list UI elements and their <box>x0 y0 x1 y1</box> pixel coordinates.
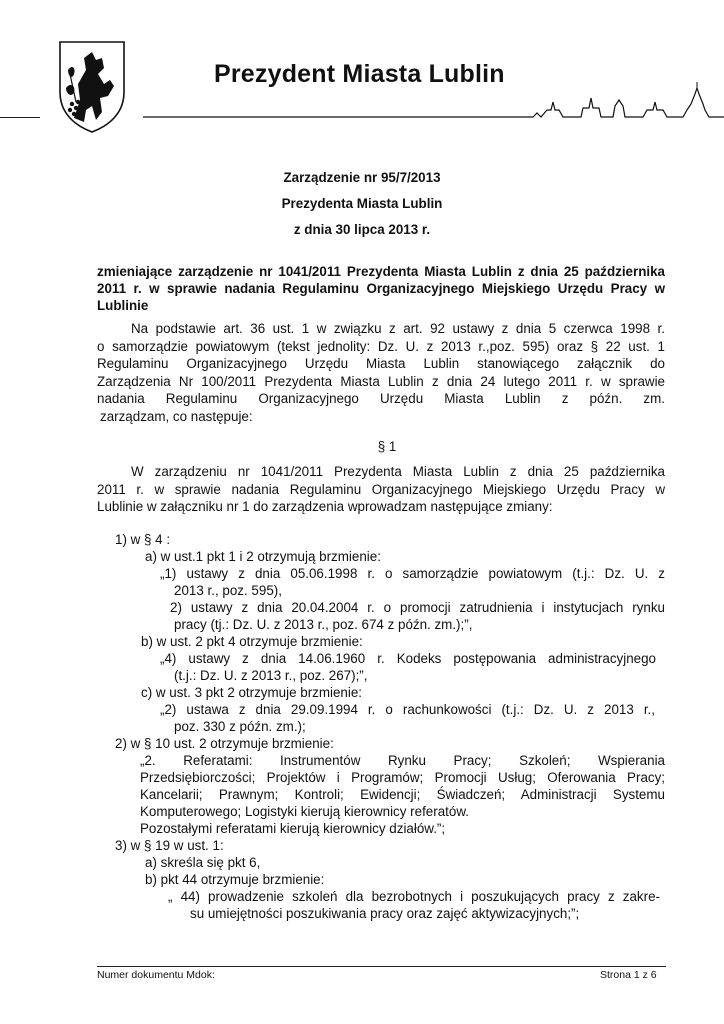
quote-line: „ 44) prowadzenie szkoleń dla bezrobotnych i poszukujących pracy z zakre- <box>168 889 660 904</box>
quote-line: 2013 r., poz. 595), <box>174 583 282 598</box>
quote-line: (t.j.: Dz. U. z 2013 r., poz. 267);”, <box>174 668 368 683</box>
ordinance-subject: zmieniające zarządzenie nr 1041/2011 Prezydenta Miasta Lublin z dnia 25 października 2011 r. w sprawie nadania Regulaminu Organizacyjnego Miejskiego Urzędu Pracy w Lublinie <box>97 264 665 313</box>
amendment-item-1a: a) w ust.1 pkt 1 i 2 otrzymują brzmienie: <box>145 549 381 564</box>
quote-line: „4) ustawy z dnia 14.06.1960 r. Kodeks postępowania administracyjnego <box>160 651 656 666</box>
preamble-line: Zarządzenia Nr 100/2011 Prezydenta Miasta Lublin z dnia 24 lutego 2011 r. w sprawie <box>97 373 665 389</box>
city-skyline-icon <box>143 80 724 120</box>
quote-line: 2) ustawy z dnia 20.04.2004 r. o promocji zatrudnienia i instytucjach rynku <box>170 600 665 615</box>
amendment-item-2: 2) w § 10 ust. 2 otrzymuje brzmienie: <box>115 736 334 751</box>
header-title: Prezydent Miasta Lublin <box>214 60 505 88</box>
quote-line: su umiejętności poszukiwania pracy oraz zajęć aktywizacyjnych;”; <box>190 906 580 921</box>
ordinance-issuer: Prezydenta Miasta Lublin <box>281 196 443 211</box>
amendment-item-3a: a) skreśla się pkt 6, <box>145 855 261 870</box>
intro-line: Lublinie w załączniku nr 1 do zarządzenia wprowadzam następujące zmiany: <box>97 499 553 514</box>
quote-line: Przedsiębiorczości; Projektów i Programów; Promocji Usług; Oferowania Pracy; <box>140 770 665 785</box>
preamble-line: o samorządzie powiatowym (tekst jednolity: Dz. U. z 2013 r.,poz. 595) oraz § 22 ust. 1 <box>97 338 665 354</box>
amendment-item-1: 1) w § 4 : <box>115 532 171 547</box>
quote-line: Komputerowego; Logistyki kierują kierownicy referatów. <box>140 804 469 819</box>
preamble-line: nadania Regulaminu Organizacyjnego Urzędu Miasta Lublin z późn. zm. <box>97 391 665 406</box>
footer-doc-number: Numer dokumentu Mdok: <box>97 969 215 981</box>
ordinance-number: Zarządzenie nr 95/7/2013 <box>283 170 441 185</box>
preamble-line: Regulaminu Organizacyjnego Urzędu Miasta Lublin stanowiącego załącznik do <box>97 356 665 371</box>
quote-line: pracy (tj.: Dz. U. z 2013 r., poz. 674 z późn. zm.);”, <box>174 617 473 632</box>
footer-page-number: Strona 1 z 6 <box>600 969 657 981</box>
coat-of-arms-icon <box>58 40 126 134</box>
footer-rule <box>97 966 666 967</box>
amendment-item-3: 3) w § 19 w ust. 1: <box>115 838 224 853</box>
preamble <box>97 320 665 425</box>
preamble-line: Na podstawie art. 36 ust. 1 w związku z art. 92 ustawy z dnia 5 czerwca 1998 r. <box>131 321 665 336</box>
section-1-label: § 1 <box>377 439 397 454</box>
amendment-item-1b: b) w ust. 2 pkt 4 otrzymuje brzmienie: <box>141 634 363 649</box>
quote-line: poz. 330 z późn. zm.); <box>174 719 306 734</box>
quote-line: Pozostałymi referatami kierują kierownicy działów.”; <box>140 821 446 836</box>
quote-line: Kancelarii; Prawnym; Kontroli; Ewidencji; Świadczeń; Administracji Systemu <box>140 787 665 802</box>
preamble-line: zarządzam, co następuje: <box>100 408 253 424</box>
header-rule-left <box>0 117 40 118</box>
quote-line: „2. Referatami: Instrumentów Rynku Pracy; Szkoleń; Wspierania <box>140 753 665 768</box>
intro-line: 2011 r. w sprawie nadania Regulaminu Organizacyjnego Miejskiego Urzędu Pracy w <box>97 481 665 497</box>
ordinance-date: z dnia 30 lipca 2013 r. <box>293 222 431 237</box>
intro-line: W zarządzeniu nr 1041/2011 Prezydenta Miasta Lublin z dnia 25 października <box>131 464 665 479</box>
amendment-item-3b: b) pkt 44 otrzymuje brzmienie: <box>145 872 325 887</box>
section-1-intro <box>97 463 665 516</box>
quote-line: „2) ustawa z dnia 29.09.1994 r. o rachunkowości (t.j.: Dz. U. z 2013 r., <box>160 702 655 717</box>
quote-line: „1) ustawy z dnia 05.06.1998 r. o samorządzie powiatowym (t.j.: Dz. U. z <box>160 566 665 581</box>
amendment-item-1c: c) w ust. 3 pkt 2 otrzymuje brzmienie: <box>141 685 363 700</box>
